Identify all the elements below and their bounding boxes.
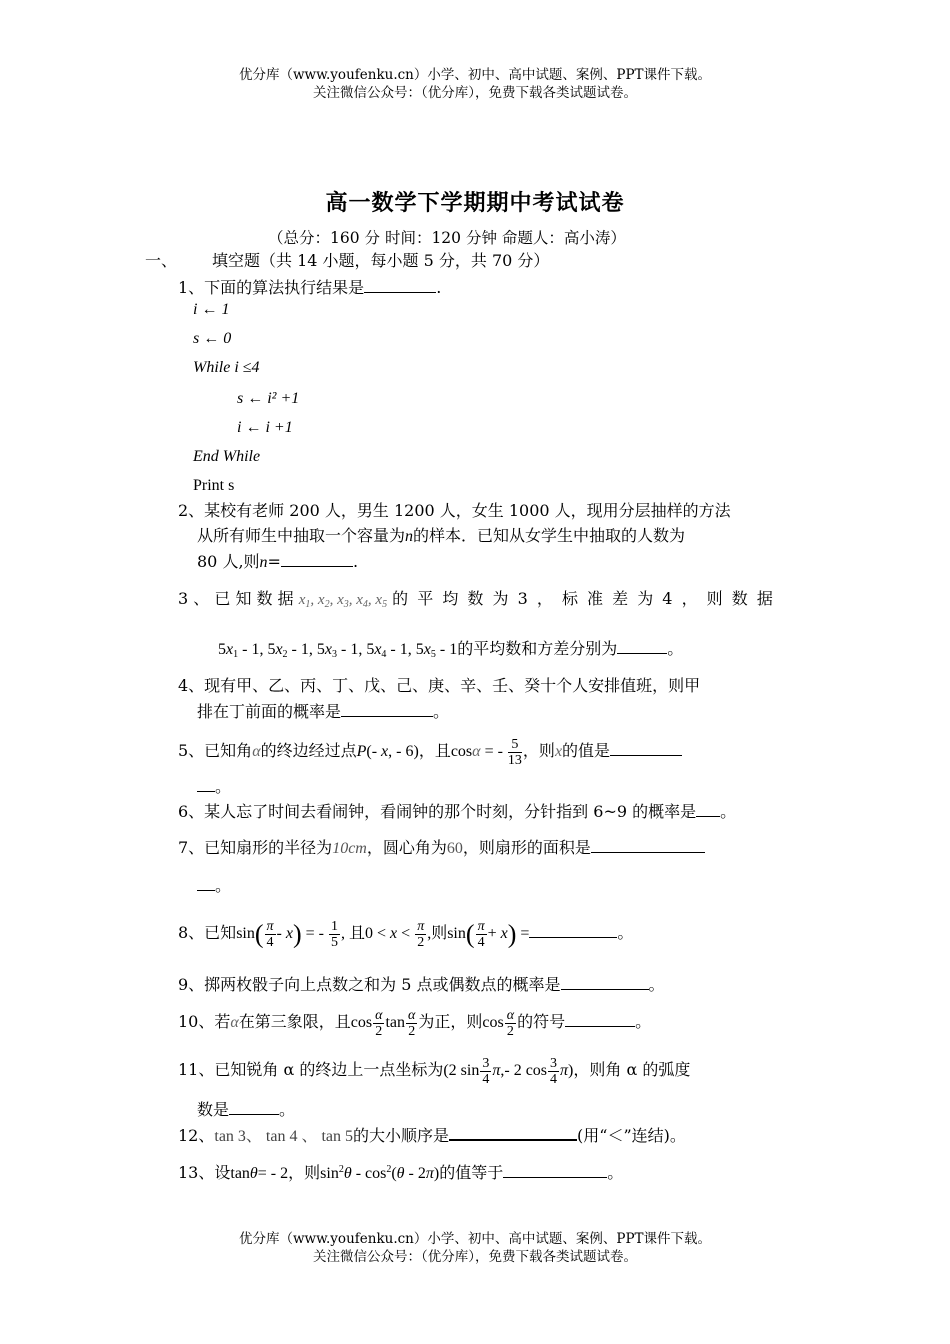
q5-var-x: x xyxy=(554,743,563,761)
q11-text-b: ，则角 α 的弧度 xyxy=(573,1060,691,1079)
q7-end: 。 xyxy=(215,876,232,895)
q12-text-a: 12、 xyxy=(178,1126,215,1145)
q5-answer-blank[interactable] xyxy=(610,739,682,756)
q2-text-c: 80 人,则 xyxy=(197,552,260,571)
q5-end: 。 xyxy=(215,777,232,796)
exam-title: 高一数学下学期期中考试试卷 xyxy=(325,190,625,216)
q4-end: 。 xyxy=(433,702,450,721)
q3-text-a: 3 、 已 知 数 据 xyxy=(178,589,294,608)
q3-data-set: $x_1$, $x_2$, $x_3$, $x_4$, $x_5$ xyxy=(298,592,388,610)
q7-radius: 10cm xyxy=(332,840,367,857)
q12-text-c: (用“＜”连结)。 xyxy=(577,1126,686,1145)
q1-answer-blank[interactable] xyxy=(364,276,436,293)
q9-end: 。 xyxy=(648,975,665,994)
q5-cos-expr: cosα = - $\frac{5}{13}$ xyxy=(450,737,522,768)
section-title: 填空题（共 14 小题，每小题 5 分，共 70 分） xyxy=(212,251,550,270)
q2-equals: = xyxy=(267,552,281,571)
exam-subtitle: （总分：160 分 时间：120 分钟 命题人：高小涛） xyxy=(268,229,626,247)
q1-code-line-4: s ← i² +1 xyxy=(237,390,300,407)
q5-text-e: 的值是 xyxy=(562,741,611,761)
q11-end: 。 xyxy=(279,1100,296,1119)
q3-line-1 xyxy=(178,588,775,616)
q11-line-2 xyxy=(197,1098,295,1121)
q7-text-c: ，则扇形的面积是 xyxy=(462,838,591,857)
q5-line-2 xyxy=(197,775,231,798)
q5-line-1 xyxy=(178,737,682,768)
q4-answer-blank[interactable] xyxy=(341,700,433,717)
q4-line-1: 4、现有甲、乙、丙、丁、戊、己、庚、辛、壬、癸十个人安排值班，则甲 xyxy=(178,676,701,695)
q2-line-2 xyxy=(197,525,685,548)
q10-line xyxy=(178,1002,651,1042)
header-line-1: 优分库（www.youfenku.cn）小学、初中、高中试题、案例、PPT课件下载。 xyxy=(238,67,712,83)
q7-text-b: ，圆心角为 xyxy=(366,838,447,857)
q1-text: 1、下面的算法执行结果是 xyxy=(178,278,365,297)
q5-text-a: 5、已知角 xyxy=(178,741,253,761)
q3-text-c: 的平均数和方差分别为 xyxy=(457,639,618,658)
q10-text-d: 的符号 xyxy=(517,1012,566,1031)
q1-end: . xyxy=(436,278,442,297)
q5-fraction: $\frac{5}{13}$ xyxy=(507,737,522,768)
q3-end: 。 xyxy=(667,639,684,658)
q3-answer-blank[interactable] xyxy=(617,637,667,654)
q8-text: 8、已知 xyxy=(178,923,237,942)
q11-line-1 xyxy=(178,1050,690,1090)
q1-code-line-7: Print s xyxy=(193,477,235,494)
q13-text-a: 13、设 xyxy=(178,1163,231,1182)
q13-text-b: ，则 xyxy=(288,1163,321,1182)
q7-answer-blank[interactable] xyxy=(591,836,705,853)
q1-code-line-1: i ← 1 xyxy=(193,301,230,318)
q13-text-c: 的值等于 xyxy=(439,1163,504,1182)
q6-line xyxy=(178,800,736,823)
q2-line-1: 2、某校有老师 200 人，男生 1200 人，女生 1000 人，现用分层抽样的方法 xyxy=(178,501,731,520)
q10-alpha: α xyxy=(230,1014,239,1031)
q1-code-line-2: s ← 0 xyxy=(193,330,232,347)
question-1 xyxy=(178,276,441,299)
q7-line-2 xyxy=(197,874,231,897)
q5-text-c: ，且 xyxy=(418,741,451,761)
q4-text: 排在丁前面的概率是 xyxy=(197,702,342,721)
q9-answer-blank[interactable] xyxy=(561,973,649,990)
q8-line xyxy=(178,913,633,953)
q13-condition: tanθ= - 2 xyxy=(230,1165,289,1182)
q7-answer-blank-cont[interactable] xyxy=(197,874,215,891)
q13-end: 。 xyxy=(607,1163,624,1182)
q11-answer-blank[interactable] xyxy=(229,1098,279,1115)
q5-point: P(- x, - 6) xyxy=(356,743,419,761)
header-line-2: 关注微信公众号：（优分库），免费下载各类试题试卷。 xyxy=(313,85,637,101)
q11-text-a: 11、已知锐角 α 的终边上一点坐标为 xyxy=(178,1060,444,1079)
q2-end: . xyxy=(352,552,359,571)
q10-expression-2: cos $\frac{\alpha}{2}$ xyxy=(482,1007,515,1039)
q2-text-a: 从所有师生中抽取一个容量为 xyxy=(197,526,406,545)
q10-expression: cos $\frac{\alpha}{2}$ tan $\frac{\alpha}{2}$ xyxy=(350,1007,416,1039)
q1-code-line-5: i ← i +1 xyxy=(237,419,293,436)
q7-text-a: 7、已知扇形的半径为 xyxy=(178,838,333,857)
q6-end: 。 xyxy=(720,802,737,821)
q5-text-d: ，则 xyxy=(522,741,555,761)
q12-answer-blank[interactable] xyxy=(449,1123,577,1141)
q2-var-n2: n xyxy=(259,554,268,571)
q8-end: 。 xyxy=(617,923,634,942)
q10-text-b: 在第三象限，且 xyxy=(238,1012,351,1031)
q10-end: 。 xyxy=(635,1012,652,1031)
q10-text-c: 为正，则 xyxy=(418,1012,483,1031)
section-number: 一、 xyxy=(145,251,178,270)
q2-var-n: n xyxy=(405,528,414,545)
q3-transformed-data: 5x1 - 1, 5x2 - 1, 5x3 - 1, 5x4 - 1, 5x5 - 1 xyxy=(218,641,458,660)
q13-answer-blank[interactable] xyxy=(503,1161,607,1178)
q4-line-2 xyxy=(197,700,449,723)
q9-line xyxy=(178,973,665,996)
q3-text-b: 的 平 均 数 为 3 ， 标 准 差 为 4 ， 则 数 据 xyxy=(392,589,775,608)
q1-code-line-3: While i ≤4 xyxy=(193,359,260,376)
q2-text-b: 的样本．已知从女学生中抽取的人数为 xyxy=(413,526,686,545)
q11-coordinate: (2 sin $\frac{3}{4}$ π,- 2 cos $\frac{3}{4}$ π) xyxy=(443,1055,574,1087)
q5-text-b: 的终边经过点 xyxy=(260,741,357,761)
q5-answer-blank-cont[interactable] xyxy=(197,775,215,792)
q3-line-2 xyxy=(218,637,683,666)
footer-line-1: 优分库（www.youfenku.cn）小学、初中、高中试题、案例、PPT课件下载。 xyxy=(238,1231,712,1247)
q6-text: 6、某人忘了时间去看闹钟，看闹钟的那个时刻，分针指到 6~9 的概率是 xyxy=(178,802,697,821)
q5-alpha: α xyxy=(252,743,261,761)
q10-answer-blank[interactable] xyxy=(565,1010,635,1027)
q7-line-1 xyxy=(178,836,705,860)
q13-expression: $\sin^2\theta - \cos^2(\theta - 2\pi)$ xyxy=(320,1164,440,1182)
q2-line-3 xyxy=(197,550,358,574)
q12-line xyxy=(178,1123,686,1148)
q12-tan-values: tan 3、 tan 4 、 tan 5 xyxy=(214,1128,354,1145)
footer-line-2: 关注微信公众号：（优分库），免费下载各类试题试卷。 xyxy=(313,1249,637,1265)
q9-text: 9、掷两枚骰子向上点数之和为 5 点或偶数点的概率是 xyxy=(178,975,561,994)
q8-answer-blank[interactable] xyxy=(529,921,617,938)
q6-answer-blank[interactable] xyxy=(696,800,720,817)
q10-text-a: 10、若 xyxy=(178,1012,231,1031)
q7-angle: 60 xyxy=(446,840,463,857)
q2-answer-blank[interactable] xyxy=(281,550,353,567)
q1-code-line-6: End While xyxy=(193,448,261,465)
q11-text-c: 数是 xyxy=(197,1100,230,1119)
q12-text-b: 的大小顺序是 xyxy=(353,1126,450,1145)
q13-line xyxy=(178,1159,623,1185)
q8-expression: sin( $\frac{\pi}{4}$ - x) = - $\frac{1}{5}$ , 且0 < x < $\frac{\pi}{2}$ ,则sin( $\frac{\pi}{4}$ + x) = xyxy=(236,918,530,950)
